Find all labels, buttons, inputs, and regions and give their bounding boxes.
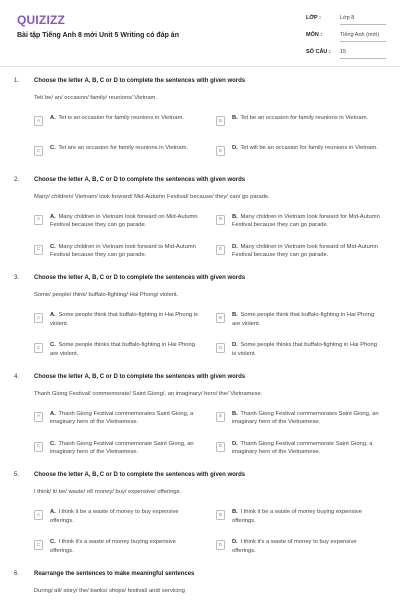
option-text: Many children in Vietnam look forward of Mid-Autumn Festival because they can go parade.	[232, 243, 378, 258]
option-letter: B.	[232, 509, 238, 515]
header-divider	[0, 66, 400, 67]
option-text: I think it be a waste of money to buy expensive offerings.	[50, 509, 179, 524]
option-letter: A.	[50, 509, 56, 515]
option-letter: D.	[232, 342, 238, 348]
meta-value: 15	[340, 49, 386, 59]
option-letter: C.	[50, 145, 56, 151]
option-letter: C.	[50, 243, 56, 250]
option-box[interactable]: C	[34, 343, 43, 353]
option-box[interactable]: D	[216, 146, 225, 156]
option-text: Many children in Vietnam look forward to Mid-Autumn Festival because they can go parade.	[50, 243, 196, 258]
question-number: 1.	[14, 78, 20, 84]
option-letter: A.	[50, 213, 56, 220]
option-letter: D.	[232, 440, 238, 447]
question-item	[0, 374, 400, 473]
worksheet-header	[0, 0, 400, 66]
question-number: 3.	[14, 275, 20, 281]
meta-row-count	[306, 49, 386, 66]
option-box[interactable]: B	[216, 510, 225, 520]
question-instruction: Choose the letter A, B, C or D to complete the sentences with given words	[34, 176, 246, 183]
option-letter: A.	[50, 115, 56, 121]
option-letter: A.	[50, 410, 56, 417]
quizizz-logo: QUIZIZZ	[17, 13, 66, 27]
option-box[interactable]: D	[216, 343, 225, 353]
meta-row-class	[306, 15, 386, 32]
question-prompt: Tet/ be/ an/ occasion/ family/ reunions/ Vietnam.	[34, 95, 157, 101]
question-item	[0, 177, 400, 276]
option-text: I think it's a waste of money buying expensive offerings.	[50, 539, 176, 554]
option-box[interactable]: B	[216, 215, 225, 225]
option-box[interactable]: A	[34, 215, 43, 225]
worksheet-meta	[306, 15, 386, 66]
question-prompt: Some/ people/ think/ buffalo-fighting/ Hai Phong/ violent.	[34, 292, 179, 298]
option-letter: B.	[232, 115, 238, 121]
option-box[interactable]: D	[216, 540, 225, 550]
option-box[interactable]: A	[34, 412, 43, 422]
option-text: I think it be a waste of money buying expensive offerings.	[232, 509, 362, 524]
option-letter: C.	[50, 539, 56, 545]
option-text: I think it's a waste of money to buy expensive offerings.	[232, 539, 357, 554]
option-text: Many children in Vietnam look forward for Mid-Autumn Festival because they can go parade.	[232, 213, 380, 228]
question-prompt: During/ all/ story/ the/ banks/ shops/ festival/ and/ servicing	[34, 587, 185, 594]
question-number: 5.	[14, 472, 20, 478]
option-text: Many children in Vietnam look forward on Mid-Autumn Festival because they can go parade.	[50, 213, 198, 228]
question-item	[0, 571, 400, 600]
option-letter: B.	[232, 410, 238, 417]
option-letter: C.	[50, 440, 56, 447]
option-box[interactable]: C	[34, 540, 43, 550]
question-number: 2.	[14, 176, 20, 183]
option-box[interactable]: C	[34, 146, 43, 156]
question-prompt: I think/ it/ be/ waste/ of/ money/ buy/ expensive/ offerings.	[34, 489, 182, 495]
question-prompt: Many/ children/ Vietnam/ look forward/ Mid-Autumn Festival/ because/ they/ can/ go parade.	[34, 193, 270, 200]
option-box[interactable]: B	[216, 116, 225, 126]
question-number: 4.	[14, 373, 20, 380]
option-text: Some people think that buffalo-fighting in Hai Phong is violent.	[50, 312, 198, 327]
option-box[interactable]: A	[34, 510, 43, 520]
meta-label: SỐ CÂU :	[306, 49, 331, 55]
option-text: Tet are an occasion for family reunions in Vietnam.	[58, 145, 189, 151]
option-text: Tet is an occasion for family reunions in Vietnam.	[58, 115, 184, 121]
option-box[interactable]: C	[34, 442, 43, 452]
option-letter: C.	[50, 342, 56, 348]
worksheet-title: Bài tập Tiếng Anh 8 mới Unit 5 Writing có đáp án	[17, 32, 179, 39]
option-text: Some people thinks that buffalo-fighting in Hai Phong is violent.	[232, 342, 377, 357]
option-box[interactable]: B	[216, 313, 225, 323]
question-number: 6.	[14, 570, 20, 577]
option-box[interactable]: A	[34, 313, 43, 323]
option-letter: B.	[232, 213, 238, 220]
question-instruction: Choose the letter A, B, C or D to complete the sentences with given words	[34, 373, 246, 380]
option-letter: D.	[232, 243, 238, 250]
question-prompt: Thanh Giong Festival/ commemorate/ Saint Giong/, an imaginary/ hero/ the/ Vietnamese.	[34, 390, 263, 397]
question-item	[0, 472, 400, 571]
meta-label: LỚP :	[306, 15, 321, 21]
option-box[interactable]: D	[216, 245, 225, 255]
question-item	[0, 78, 400, 177]
question-list	[0, 78, 400, 600]
option-letter: B.	[232, 312, 238, 318]
meta-value: Tiếng Anh (mới)	[340, 32, 386, 42]
option-text: Some people think that buffalo-fighting in Hai Phong are violent.	[232, 312, 375, 327]
option-box[interactable]: C	[34, 245, 43, 255]
option-text: Tet be an occasion for family reunions in Vietnam.	[240, 115, 369, 121]
option-letter: A.	[50, 312, 56, 318]
meta-label: MÔN :	[306, 32, 323, 38]
question-instruction: Rearrange the sentences to make meaningful sentences	[34, 570, 195, 577]
question-instruction: Choose the letter A, B, C or D to complete the sentences with given words	[34, 275, 246, 281]
option-text: Some people thinks that buffalo-fighting in Hai Phong are violent.	[50, 342, 195, 357]
option-letter: D.	[232, 539, 238, 545]
option-text: Thanh Giong Festival commemorate Saint Giong, an imaginary hero of the Vietnamese.	[50, 440, 194, 455]
option-text: Thanh Giong Festival commemorates Saint Giong, a imaginary hero of the Vietnamese.	[50, 410, 194, 425]
question-item	[0, 275, 400, 374]
question-instruction: Choose the letter A, B, C or D to complete the sentences with given words	[34, 472, 246, 478]
option-letter: D.	[232, 145, 238, 151]
meta-row-subject	[306, 32, 386, 49]
question-instruction: Choose the letter A, B, C or D to complete the sentences with given words	[34, 78, 246, 84]
option-text: Thanh Giong Festival commemorate Saint Giong, a imaginary hero of the Vietnamese.	[232, 440, 373, 455]
option-box[interactable]: A	[34, 116, 43, 126]
meta-value: Lớp 8	[340, 15, 386, 25]
option-text: Thanh Giong Festival commemorates Saint Giong, an imaginary hero of the Vietnamese.	[232, 410, 379, 425]
option-text: Tet will be an occasion for family reunions in Vietnam.	[240, 145, 378, 151]
option-box[interactable]: B	[216, 412, 225, 422]
option-box[interactable]: D	[216, 442, 225, 452]
